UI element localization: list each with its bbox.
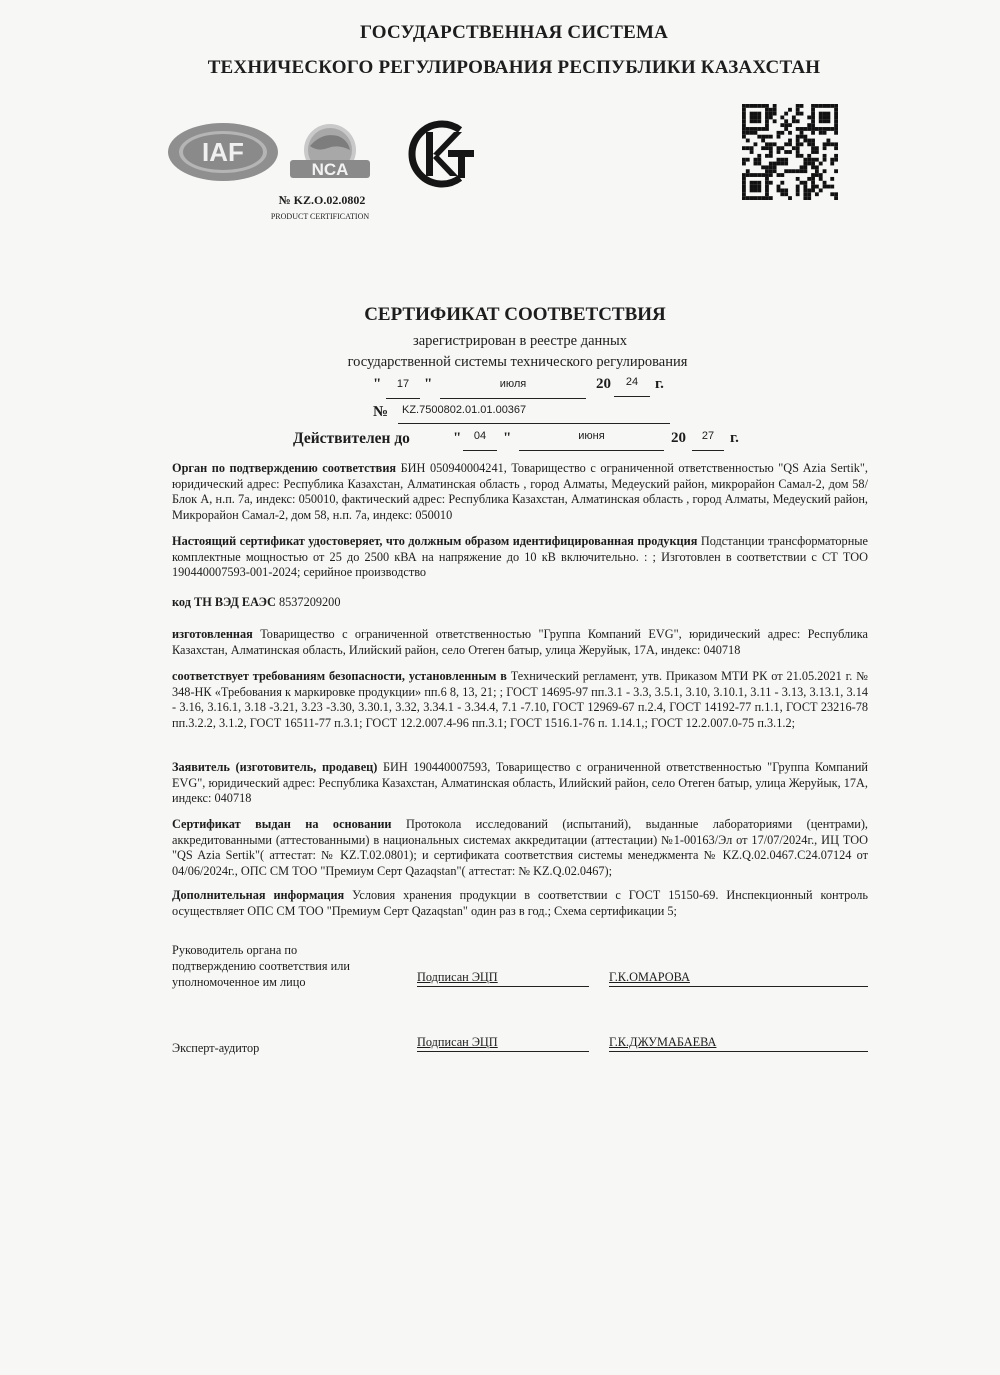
registration-year-suffix: 24 [614, 376, 650, 397]
registered-line-1: зарегистрирован в реестре данных [412, 333, 628, 349]
head-signatory-label: Руководитель органа по подтверждению соответствия или уполномоченное им лицо [172, 943, 350, 989]
expert-signed-text: Подписан ЭЦП [417, 1035, 498, 1049]
certification-body-text: БИН 050940004241, Товарищество с ограниченной ответственностью "QS Azia Sertik", юридический адрес: Республика Казахстан, Алматинская область , город Алматы, Медеуский район, микрорайон Самал-2, дом 58/Блок А, н.п. 7а, индекс: 050010, фактический адрес: Республика Казахстан, Алматинская область , город Алматы, Медеуский район, Микрорайон Самал-2, дом 58, н.п. 7а, индекс: 050010 [172, 461, 869, 522]
product-text: Подстанции трансформаторные комплектные мощностью от 25 до 2500 кВА на напряжение до 10 кВ включительно. : ; Изготовлен в соответствии с СТ ТОО 190440007593-001-2024; серийное производство [172, 534, 868, 580]
head-signed-text: Подписан ЭЦП [417, 970, 498, 984]
basis-text: Протокола исследований (испытаний), выданные лабораториями (центрами), аккредитованными (аттестованными) в национальных системах аккредитации (аттестации) №1-00163/Эл от 17/07/2024г., ИЦ ТОО "QS Azia Sertik"( аттестат: № KZ.T.02.0801); и сертификата соответствия системы менеджмента № KZ.Q.02.0467.C24.07124 от 04/06/2024г., ОПС СМ ТОО "Премиум Серт Qazaqstan"( аттестат: № KZ.Q.02.0467); [172, 817, 868, 878]
iaf-text: IAF [202, 137, 244, 167]
product-section [172, 534, 868, 581]
certification-body-section [172, 461, 868, 523]
manufacturer-label: изготовленная [172, 627, 253, 641]
header-line-2: ТЕХНИЧЕСКОГО РЕГУЛИРОВАНИЯ РЕСПУБЛИКИ КАЗАХСТАН [207, 57, 821, 78]
registration-year-unit: г. [655, 376, 664, 392]
head-signature-field [417, 970, 589, 987]
valid-until-label: Действителен до [293, 430, 410, 447]
basis-label: Сертификат выдан на основании [172, 817, 392, 831]
applicant-text: БИН 190440007593, Товарищество с ограниченной ответственностью "Группа Компаний EVG", юридический адрес: Республика Казахстан, Алматинская область, Илийский район, село Отеген батыр, улица Жеруйык, 17А, индекс: 040718 [172, 760, 868, 806]
additional-info-label: Дополнительная информация [172, 888, 345, 902]
quote-open: " [373, 376, 382, 392]
hs-code-section [172, 595, 868, 611]
expert-name-field [609, 1035, 868, 1052]
compliance-section [172, 669, 868, 731]
applicant-label: Заявитель (изготовитель, продавец) [172, 760, 378, 774]
additional-info-section [172, 888, 868, 919]
validity-year-suffix: 27 [692, 430, 724, 451]
registration-number: KZ.7500802.01.01.00367 [398, 404, 670, 424]
compliance-label: соответствует требованиям безопасности, установленным в [172, 669, 507, 683]
additional-info-text: Условия хранения продукции в соответствии с ГОСТ 15150-69. Инспекционный контроль осуществляет ОПС СМ ТОО "Премиум Серт Qazaqstan" один раз в год.; Схема сертификации 5; [172, 888, 869, 918]
registration-day: 17 [386, 378, 420, 399]
accreditation-caption: PRODUCT CERTIFICATION [270, 212, 370, 221]
certificate-title: СЕРТИФИКАТ СООТВЕТСТВИЯ [364, 304, 666, 325]
registration-month: июля [440, 378, 586, 399]
head-name-field [609, 970, 868, 987]
expert-name: Г.К.ДЖУМАБАЕВА [609, 1035, 717, 1049]
accreditation-number: № KZ.O.02.0802 [278, 193, 366, 207]
nca-logo [288, 122, 372, 194]
header-line-1: ГОСУДАРСТВЕННАЯ СИСТЕМА [359, 22, 669, 43]
head-name: Г.К.ОМАРОВА [609, 970, 690, 984]
registration-year-prefix: 20 [596, 376, 611, 392]
compliance-text: Технический регламент, утв. Приказом МТИ РК от 21.05.2021 г. № 348-НК «Требования к маркировке продукции» пп.6 8, 13, 21; ; ГОСТ 14695-97 пп.3.1 - 3.3, 3.5.1, 3.10, 3.10.1, 3.11 - 3.13, 3.13.1, 3.14 - 3.16, 3.16.1, 3.18 -3.21, 3.23 -3.30, 3.30.1, 3.32, 3.34.1 - 3.34.4, 7.1 -7.10, ГОСТ 12969-67 п.2.4, ГОСТ 14192-77 п.1.1, ГОСТ 23216-78 пп.3.2.2, 3.1.2, ГОСТ 16511-77 п.3.1; ГОСТ 12.2.007.4-96 пп.3.1; ГОСТ 1516.1-76 п. 1.14.1,; ГОСТ 12.2.007.0-75 п.3.1.2; [172, 669, 868, 730]
product-label: Настоящий сертификат удостоверяет, что должным образом идентифицированная продукция [172, 534, 698, 548]
certification-body-label: Орган по подтверждению соответствия [172, 461, 397, 475]
manufacturer-text: Товарищество с ограниченной ответственностью "Группа Компаний EVG", юридический адрес: Республика Казахстан, Алматинская область, Илийский район, село Отеген батыр, улица Жеруйык, 17А, индекс: 040718 [172, 627, 868, 657]
iaf-logo [167, 122, 280, 182]
validity-day: 04 [463, 430, 497, 451]
nca-text: NCA [311, 160, 349, 179]
manufacturer-section [172, 627, 868, 658]
hs-code-value: 8537209200 [278, 595, 341, 609]
expert-auditor-label: Эксперт-аудитор [172, 1041, 260, 1055]
validity-year-prefix: 20 [671, 430, 686, 446]
quote-close: " [503, 430, 512, 446]
applicant-section [172, 760, 868, 807]
registered-line-2: государственной системы технического регулирования [347, 354, 688, 370]
qr-code-icon [742, 104, 838, 200]
basis-section [172, 817, 868, 879]
quote-open: " [453, 430, 462, 446]
expert-signature-field [417, 1035, 589, 1052]
kz-conformity-mark-icon [408, 118, 478, 190]
hs-code-label: код ТН ВЭД ЕАЭС [172, 595, 276, 609]
quote-close: " [424, 376, 433, 392]
validity-year-unit: г. [730, 430, 739, 446]
number-sign: № [373, 404, 389, 420]
validity-month: июня [519, 430, 664, 451]
